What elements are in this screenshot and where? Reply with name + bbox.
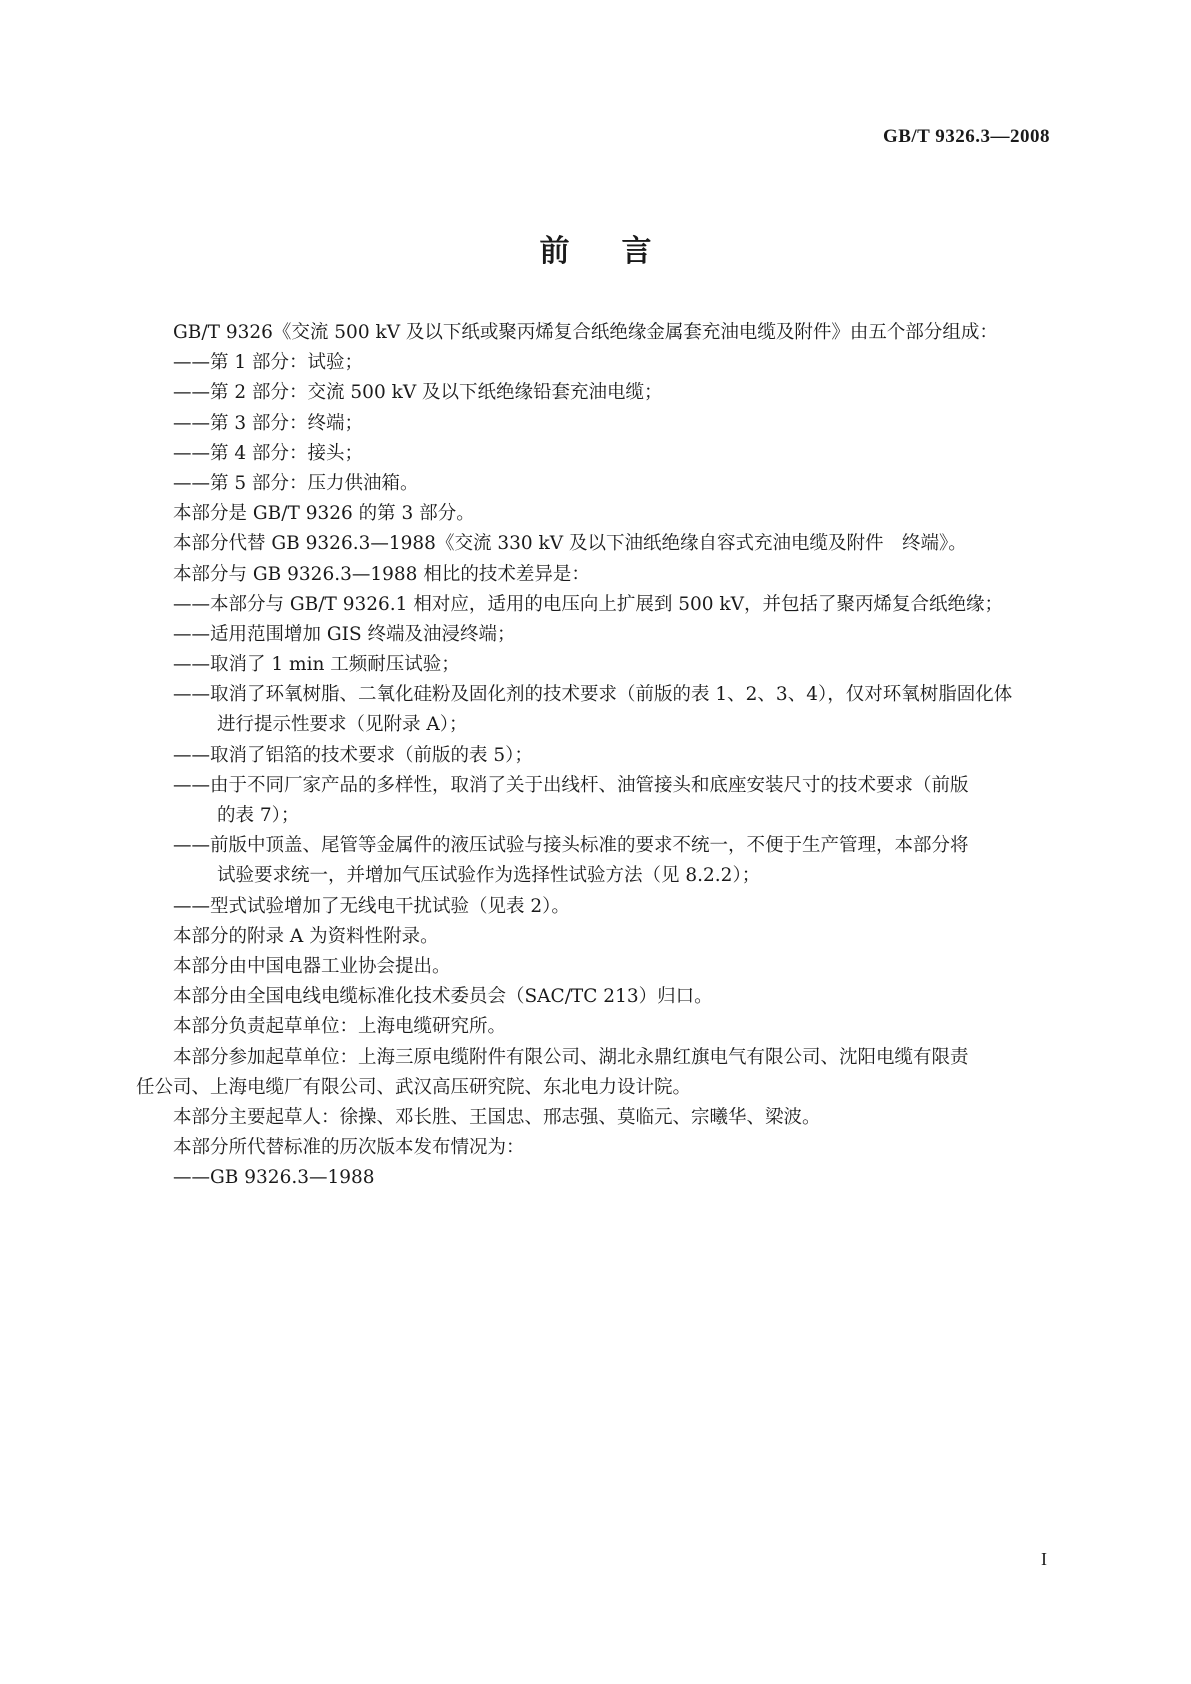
difference-list-item: ——取消了铝箔的技术要求（前版的表 5）；: [173, 744, 533, 766]
standard-code: GB/T 9326.3—2008: [882, 126, 1050, 147]
part-list-item: ——第 1 部分：试验；: [173, 352, 364, 374]
difference-list-item: ——由于不同厂家产品的多样性，取消了关于出线杆、油管接头和底座安装尺寸的技术要求（前版: [173, 774, 969, 796]
page-title: 前言: [539, 234, 704, 269]
difference-list-item: ——前版中顶盖、尾管等金属件的液压试验与接头标准的要求不统一，不便于生产管理，本部分将: [173, 835, 969, 857]
paragraph: 本部分主要起草人：徐操、邓长胜、王国忠、邢志强、莫临元、宗曦华、梁波。: [173, 1106, 821, 1128]
paragraph: 本部分参加起草单位：上海三原电缆附件有限公司、湖北永鼎红旗电气有限公司、沈阳电缆有限责: [173, 1046, 969, 1068]
paragraph-continuation: 任公司、上海电缆厂有限公司、武汉高压研究院、东北电力设计院。: [136, 1076, 692, 1098]
difference-list-item: ——本部分与 GB/T 9326.1 相对应，适用的电压向上扩展到 500 kV，并包括了聚丙烯复合纸绝缘；: [173, 593, 1003, 615]
paragraph: 本部分所代替标准的历次版本发布情况为：: [173, 1137, 525, 1159]
difference-list-item-continuation: 试验要求统一，并增加气压试验作为选择性试验方法（见 8.2.2）；: [217, 865, 761, 887]
difference-list-item: ——取消了 1 min 工频耐压试验；: [173, 654, 460, 676]
difference-list-item-continuation: 进行提示性要求（见附录 A）；: [217, 714, 468, 736]
paragraph: 本部分与 GB 9326.3—1988 相比的技术差异是：: [173, 563, 590, 585]
part-list-item: ——第 2 部分：交流 500 kV 及以下纸绝缘铅套充油电缆；: [173, 382, 663, 404]
paragraph: 本部分是 GB/T 9326 的第 3 部分。: [173, 503, 475, 525]
page-number: I: [1041, 1549, 1047, 1569]
difference-list-item: ——取消了环氧树脂、二氧化硅粉及固化剂的技术要求（前版的表 1、2、3、4），仅对环氧树脂固化体: [173, 684, 1013, 706]
difference-list-item: ——型式试验增加了无线电干扰试验（见表 2）。: [173, 895, 570, 917]
paragraph: 本部分代替 GB 9326.3—1988《交流 330 kV 及以下油纸绝缘自容式充油电缆及附件 终端》。: [173, 533, 967, 555]
difference-list-item-continuation: 的表 7）；: [217, 805, 300, 826]
intro-paragraph: GB/T 9326《交流 500 kV 及以下纸或聚丙烯复合纸绝缘金属套充油电缆及附件》由五个部分组成：: [173, 322, 998, 343]
part-list-item: ——第 4 部分：接头；: [173, 442, 364, 464]
foreword-body: [136, 318, 1054, 1193]
part-list-item: ——第 5 部分：压力供油箱。: [173, 472, 419, 494]
difference-list-item: ——适用范围增加 GIS 终端及油浸终端；: [173, 623, 516, 645]
paragraph: 本部分由全国电线电缆标准化技术委员会（SAC/TC 213）归口。: [173, 986, 713, 1008]
paragraph: 本部分的附录 A 为资料性附录。: [173, 925, 439, 947]
paragraph: 本部分负责起草单位：上海电缆研究所。: [173, 1016, 507, 1038]
part-list-item: ——第 3 部分：终端；: [173, 412, 364, 434]
history-list-item: ——GB 9326.3—1988: [173, 1167, 375, 1189]
paragraph: 本部分由中国电器工业协会提出。: [173, 955, 451, 977]
